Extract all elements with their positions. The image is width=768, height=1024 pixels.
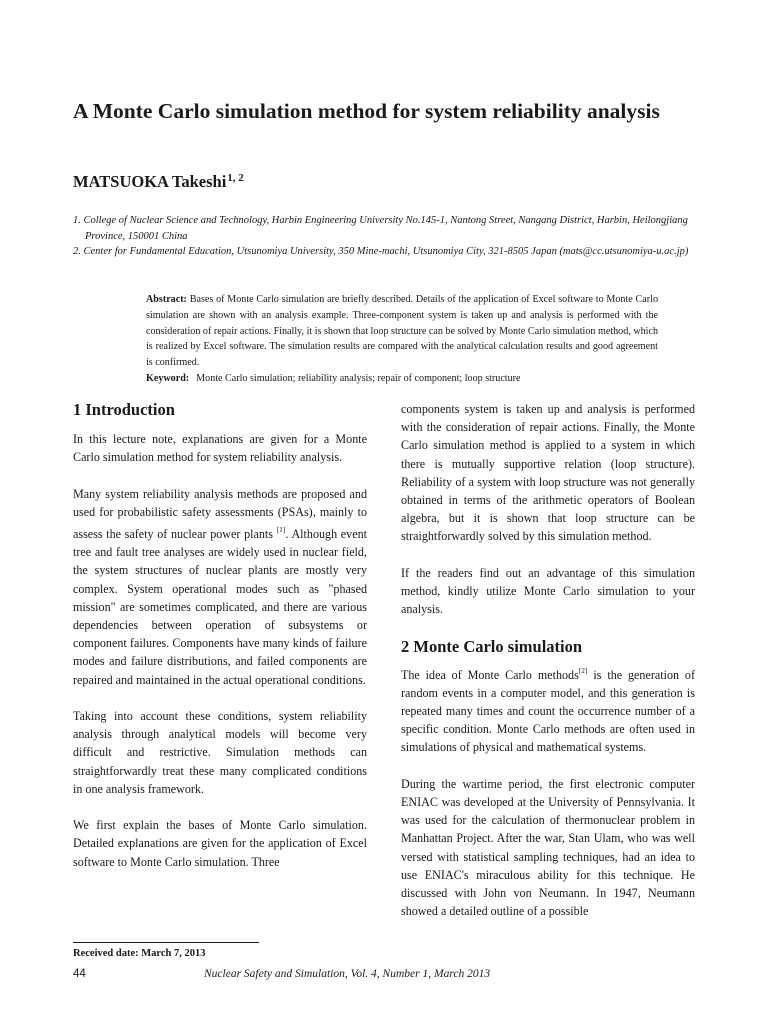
intro-paragraph-2-text-a: Many system reliability analysis methods are proposed and used for probabilistic safety assessments (PSAs), mainly to assess the safety of nuclear power plants (73, 486, 367, 541)
mc-paragraph-2: During the wartime period, the first electronic computer ENIAC was developed at the University of Pennsylvania. It was used for the calculation of thermonuclear problem in Manhattan Project. After the war, Stan Ulam, who was well versed with statistical sampling techniques, had an idea to use ENIAC's miraculous ability for this technique. He discussed with John von Neumann. In 1947, Neumann showed a detailed outline of a possible (401, 776, 695, 919)
section-1-heading: 1 Introduction (73, 400, 175, 419)
intro-paragraph-4-continued: components system is taken up and analysis is performed with the consideration of repair actions. Finally, the Monte Carlo simulation method is applied to a system in which there is mutually supportive relation (loop structure). Reliability of a system with loop structure was not generally obtained in terms of the arithmetic operators of Boolean algebra, but it is shown that loop structure can be straightforwardly solved by this simulation method. (401, 402, 695, 544)
keyword-label: Keyword: (146, 372, 190, 384)
affiliation-1: 1. College of Nuclear Science and Technology, Harbin Engineering University No.145-1, Nantong Street, Nangang District, Harbin, Heilongjiang Province, 150001 China (73, 215, 688, 242)
intro-paragraph-3: Taking into account these conditions, system reliability analysis through analytical models will become very difficult and restrictive. Simulation methods can straightforwardly treat these many complicated conditions in one analysis framework. (73, 709, 367, 796)
intro-paragraph-4: We first explain the bases of Monte Carlo simulation. Detailed explanations are given for the application of Excel software to Monte Carlo simulation. Three (73, 818, 367, 869)
affiliation-2: 2. Center for Fundamental Education, Utsunomiya University, 350 Mine-machi, Utsunomiya City, 321-8505 Japan (mats@cc.utsunomiya-u.ac.jp) (73, 246, 689, 257)
received-date: Received date: March 7, 2013 (73, 948, 206, 959)
affiliations (73, 213, 703, 260)
intro-paragraph-2-text-b: . Although event tree and fault tree analyses are widely used in nuclear field, the system structures of nuclear plants are mostly very complex. System operational modes such as "phased mission" are sometimes complicated, and there are various dependencies between operation of subsystems or component failures. Components have many kinds of failure modes and failure distributions, and failed components are repaired and maintained in the actual operational conditions. (73, 527, 367, 687)
mc-paragraph-1-text-b: is the generation of random events in a computer model, and this generation is repeated many times and count the occurrence number of a specific condition. Monte Carlo methods are often used in simulations of physical and mathematical systems. (401, 667, 695, 755)
mc-paragraph-1 (401, 662, 695, 757)
right-column (401, 400, 695, 939)
footnote-rule (73, 942, 259, 943)
abstract-paragraph (146, 292, 658, 371)
abstract-text: Bases of Monte Carlo simulation are briefly described. Details of the application of Excel software to Monte Carlo simulation are shown with an analysis example. Three-component system is taken up and analysis is performed with the consideration of repair actions. Finally, it is shown that loop structure can be solved by Monte Carlo simulation method, which is realized by Excel software. The simulation results are compared with the analytical calculation results and good agreement is confirmed. (146, 294, 658, 369)
author-line (73, 172, 244, 192)
left-column (73, 400, 367, 889)
keywords-line (146, 371, 658, 387)
intro-paragraph-5: If the readers find out an advantage of this simulation method, kindly utilize Monte Carlo simulation to your analysis. (401, 565, 695, 617)
section-2-heading: 2 Monte Carlo simulation (401, 636, 583, 656)
abstract-label: Abstract: (146, 294, 187, 305)
author-name: MATSUOKA Takeshi (73, 172, 227, 191)
citation-ref-1: [1] (276, 525, 286, 534)
journal-footer: Nuclear Safety and Simulation, Vol. 4, Number 1, March 2013 (204, 968, 491, 980)
page-number: 44 (73, 968, 86, 980)
abstract-block (146, 292, 658, 387)
intro-paragraph-2 (73, 485, 367, 689)
citation-ref-2: [2] (578, 665, 588, 675)
keywords-text: Monte Carlo simulation; reliability analysis; repair of component; loop structure (196, 372, 521, 384)
paper-title: A Monte Carlo simulation method for system reliability analysis (73, 99, 660, 123)
intro-paragraph-1: In this lecture note, explanations are given for a Monte Carlo simulation method for system reliability analysis. (73, 432, 367, 465)
mc-paragraph-1-text-a: The idea of Monte Carlo methods (401, 667, 579, 682)
author-affiliation-marks: 1, 2 (227, 172, 244, 184)
